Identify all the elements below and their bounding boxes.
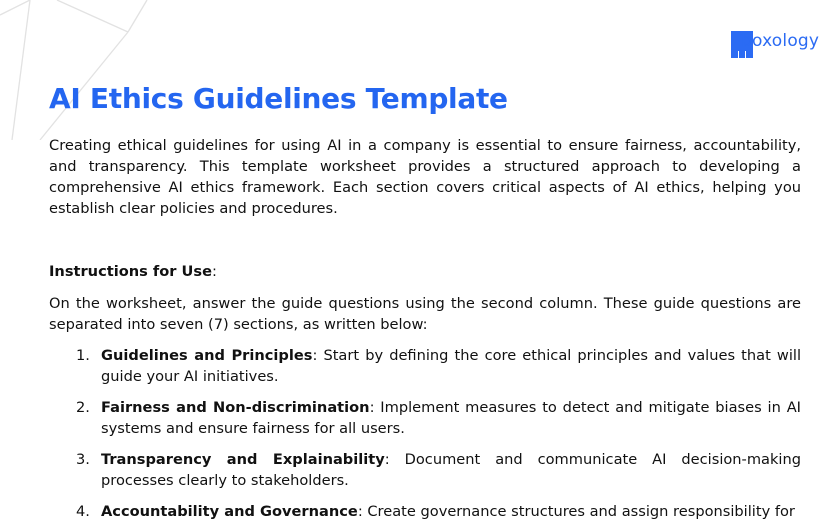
intro-paragraph: Creating ethical guidelines for using AI in a company is essential to ensure fairness, accountability, and transparency. This template worksheet provides a structured approach to developing a comprehensive AI ethics framework. Each section covers critical aspects of AI ethics, helping you establish clear policies and procedures. — [49, 137, 801, 217]
background-decoration-lines — [0, 0, 200, 140]
list-item — [49, 345, 801, 387]
item-text: : Start by defining the core ethical principles and values that will guide your AI initiatives. — [101, 347, 801, 385]
item-number: 1. — [76, 347, 90, 364]
instructions-heading-text: Instructions for Use — [49, 263, 212, 280]
list-item — [49, 449, 801, 491]
item-text: : Implement measures to detect and mitigate biases in AI systems and ensure fairness for all users. — [101, 399, 801, 437]
boxology-logo — [731, 31, 819, 51]
heading-colon: : — [211, 263, 217, 280]
list-item — [49, 501, 801, 522]
item-number: 3. — [76, 451, 90, 468]
logo-text: boxology — [741, 31, 820, 51]
item-text: : Create governance structures and assign responsibility for — [357, 503, 795, 520]
item-title: Accountability and Governance — [101, 503, 358, 520]
page-title: AI Ethics Guidelines Template — [49, 82, 508, 115]
item-number: 2. — [76, 399, 90, 416]
list-item — [49, 397, 801, 439]
sections-list — [49, 345, 801, 532]
instructions-body: On the worksheet, answer the guide questions using the second column. These guide questions are separated into seven (7) sections, as written below: — [49, 295, 801, 333]
item-text: : Document and communicate AI decision-making processes clearly to stakeholders. — [101, 451, 802, 489]
instructions-heading — [49, 261, 801, 282]
item-title: Transparency and Explainability — [101, 451, 385, 468]
item-title: Guidelines and Principles — [101, 347, 313, 364]
item-title: Fairness and Non-discrimination — [101, 399, 370, 416]
item-number: 4. — [76, 503, 90, 520]
